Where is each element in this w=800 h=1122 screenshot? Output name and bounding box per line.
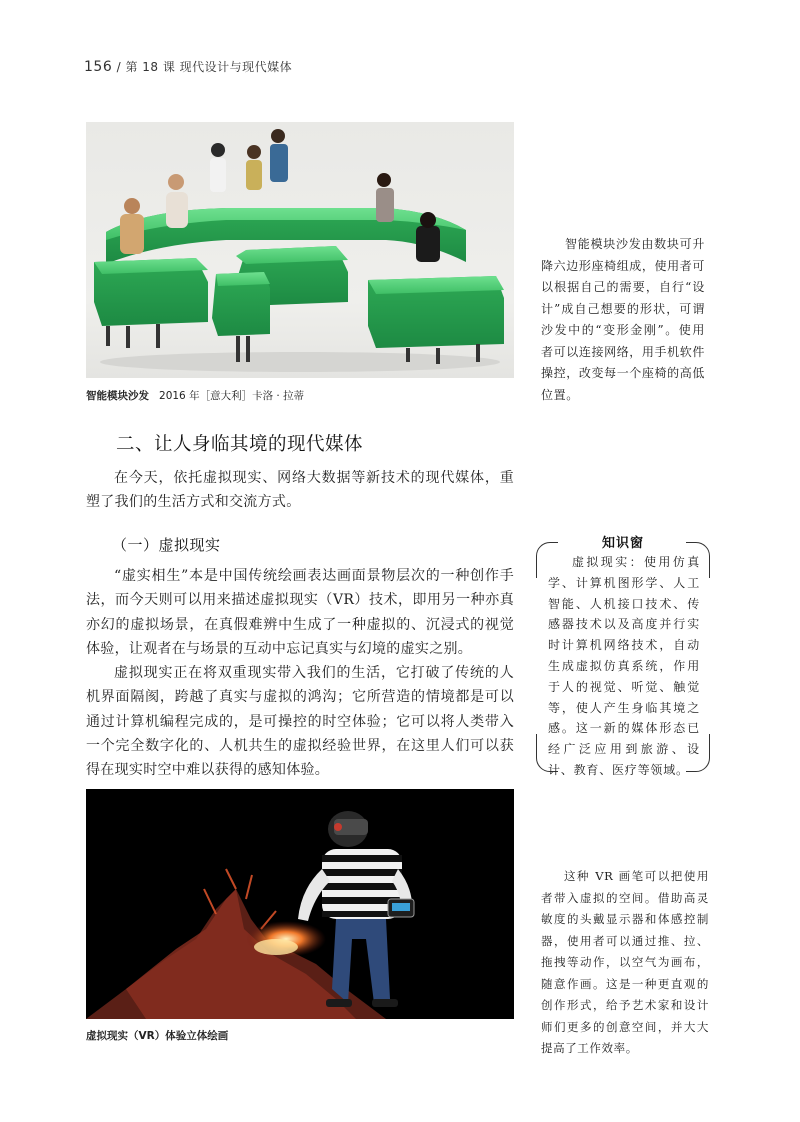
header-separator: / — [116, 60, 122, 74]
section-heading: 二、让人身临其境的现代媒体 — [116, 434, 364, 455]
vr-caption — [86, 1028, 228, 1043]
lesson-title: 第 18 课 现代设计与现代媒体 — [125, 60, 293, 74]
vr-side-note: 这种 VR 画笔可以把使用者带入虚拟的空间。借助高灵敏度的头戴显示器和体感控制器，使用者可以通过推、拉、拖拽等动作，以空气为画布，随意作画。这是一种更直观的创作形式，给予艺术家和设计师们更多的创意空间，并大大提高了工作效率。 — [541, 869, 709, 1055]
knowledge-definition: 使用仿真学、计算机图形学、人工智能、人机接口技术、传感器技术以及高度并行实时计算机网络技术，自动生成虚拟仿真系统，作用于人的视觉、听觉、触觉等，使人产生身临其境之感。这一新的媒体形态已经广泛应用到旅游、设计、教育、医疗等领域。 — [548, 555, 700, 777]
knowledge-window — [536, 532, 710, 777]
sofa-caption — [86, 388, 304, 403]
intro-paragraph: 在今天，依托虚拟现实、网络大数据等新技术的现代媒体，重塑了我们的生活方式和交流方式。 — [86, 470, 514, 511]
knowledge-title: 知识窗 — [601, 536, 644, 551]
subsection-heading: （一）虚拟现实 — [112, 536, 221, 554]
sofa-photo — [86, 122, 514, 378]
knowledge-term: 虚拟现实： — [572, 555, 644, 569]
vr-illustration — [86, 789, 514, 1019]
sofa-illustration — [86, 122, 514, 378]
page-header — [84, 58, 292, 75]
sofa-side-note: 智能模块沙发由数块可升降六边形座椅组成，使用者可以根据自己的需要，自行“设计”成自己想要的形状，可谓沙发中的“变形金刚”。使用者可以连接网络，用手机软件操控，改变每一个座椅的高低位置。 — [541, 237, 705, 402]
knowledge-text — [548, 552, 700, 781]
page-number: 156 — [84, 59, 113, 75]
sofa-caption-detail: 2016 年［意大利］卡洛 · 拉蒂 — [159, 390, 305, 402]
sofa-caption-title: 智能模块沙发 — [86, 390, 149, 402]
vr-paragraph-2: 虚拟现实正在将双重现实带入我们的生活，它打破了传统的人机界面隔阂，跨越了真实与虚拟的鸿沟；它所营造的情境都是可以通过计算机编程完成的，是可操控的时空体验；它可以将人类带入一个完全数字化的、人机共生的虚拟经验世界，在这里人们可以获得在现实时空中难以获得的感知体验。 — [86, 665, 514, 779]
vr-photo — [86, 789, 514, 1019]
vr-caption-text: 虚拟现实（VR）体验立体绘画 — [86, 1030, 229, 1042]
vr-paragraph-1: “虚实相生”本是中国传统绘画表达画面景物层次的一种创作手法，而今天则可以用来描述虚拟现实（VR）技术，即用另一种亦真亦幻的虚拟场景，在真假难辨中生成了一种虚拟的、沉浸式的视觉体验，让观者在与场景的互动中忘记真实与幻境的虚实之别。 — [86, 568, 514, 657]
